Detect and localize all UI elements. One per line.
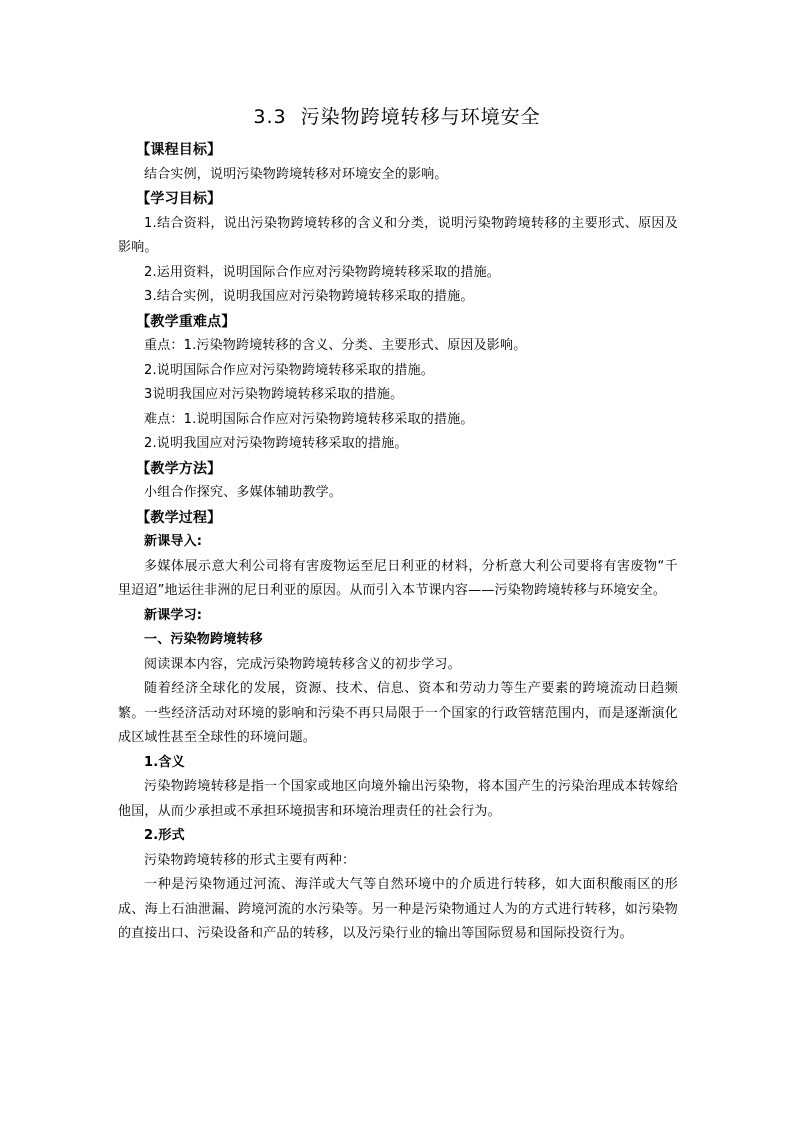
section-heading-learning-goal: 【学习目标】: [136, 191, 222, 207]
paragraph-intro: 多媒体展示意大利公司将有害废物运至尼日利亚的材料，分析意大利公司要将有害废物“千里迢迢”地运往非洲的尼日利亚的原因。从而引入本节课内容——污染物跨境转移与环境安全。: [118, 558, 678, 598]
title-number: 3.3: [253, 106, 287, 128]
paragraph-learning-goal-2: 2.运用资料，说明国际合作应对污染物跨境转移采取的措施。: [144, 264, 501, 280]
section-heading-key-points: 【教学重难点】: [136, 313, 236, 330]
paragraph-key-point-2: 2.说明国际合作应对污染物跨境转移采取的措施。: [144, 362, 435, 378]
paragraph-learning-goal-3: 3.结合实例，说明我国应对污染物跨境转移采取的措施。: [144, 289, 474, 304]
paragraph-learning-goal-1: 1.结合资料，说出污染物跨境转移的含义和分类，说明污染物跨境转移的主要形式、原因及影响。: [118, 215, 678, 255]
paragraph-difficult-point-1: 难点：1.说明国际合作应对污染物跨境转移采取的措施。: [144, 411, 474, 427]
paragraph-method: 小组合作探究、多媒体辅助教学。: [144, 485, 343, 500]
document-body: [118, 138, 678, 947]
paragraph-key-point-3: 3说明我国应对污染物跨境转移采取的措施。: [144, 387, 404, 402]
paragraph-definition: 污染物跨境转移是指一个国家或地区向境外输出污染物，将本国产生的污染治理成本转嫁给他国，从而少承担或不承担环境损害和环境治理责任的社会行为。: [118, 779, 678, 819]
paragraph-background: 随着经济全球化的发展，资源、技术、信息、资本和劳动力等生产要素的跨境流动日趋频繁。一些经济活动对环境的影响和污染不再只局限于一个国家的行政管辖范围内，而是逐渐演化成区域性甚至全球性的环境问题。: [118, 681, 678, 745]
paragraph-difficult-point-2: 2.说明我国应对污染物跨境转移采取的措施。: [144, 436, 408, 451]
paragraph-key-point-1: 重点：1.污染物跨境转移的含义、分类、主要形式、原因及影响。: [144, 338, 527, 353]
section-heading-process: 【教学过程】: [136, 509, 222, 526]
paragraph-read: 阅读课本内容，完成污染物跨境转移含义的初步学习。: [144, 656, 461, 672]
section-heading-course-goal: 【课程目标】: [136, 142, 222, 158]
subheading-definition: 1.含义: [144, 754, 185, 770]
subheading-intro: 新课导入:: [144, 534, 203, 549]
title-text: 污染物跨境转移与环境安全: [300, 106, 541, 128]
page-title: [0, 102, 794, 132]
section-heading-method: 【教学方法】: [136, 460, 222, 477]
paragraph-forms-intro: 污染物跨境转移的形式主要有两种：: [144, 852, 356, 868]
paragraph-forms-detail: 一种是污染物通过河流、海洋或大气等自然环境中的介质进行转移，如大面积酸雨区的形成、海上石油泄漏、跨境河流的水污染等。另一种是污染物通过人为的方式进行转移，如污染物的直接出口、污染设备和产品的转移，以及污染行业的输出等国际贸易和国际投资行为。: [118, 877, 678, 941]
subheading-new-lesson: 新课学习:: [144, 607, 203, 623]
subheading-forms: 2.形式: [144, 828, 185, 843]
subheading-part-1: 一、污染物跨境转移: [144, 632, 263, 647]
paragraph-course-goal: 结合实例，说明污染物跨境转移对环境安全的影响。: [144, 166, 448, 182]
